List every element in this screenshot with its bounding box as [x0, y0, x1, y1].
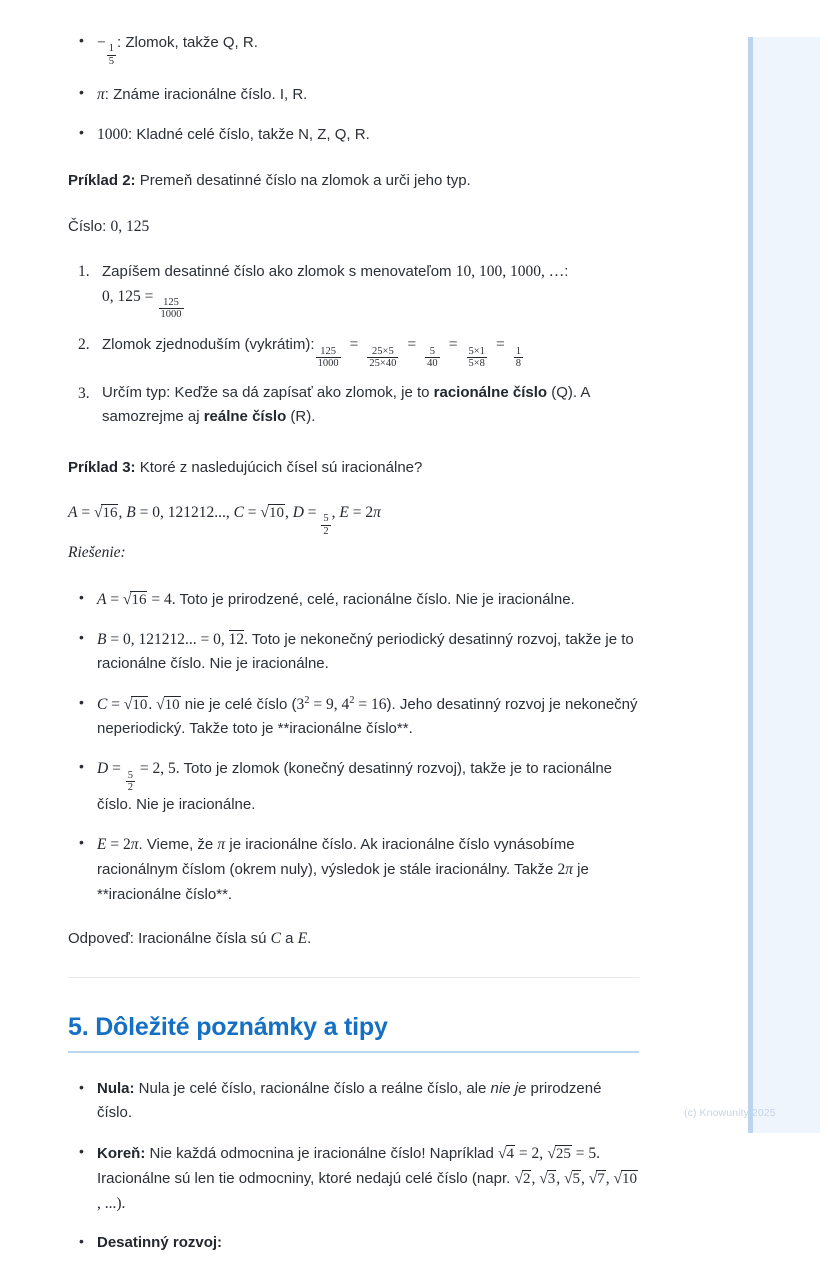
overline-12: 12 [228, 630, 245, 648]
answer-suffix: . [307, 929, 312, 947]
fraction: $\frac{5}{40}$ [427, 345, 438, 369]
list-item: • E = 2π. Vieme, že π je iracionálne číslo. Ak iracionálne číslo vynásobíme racionálnym číslom (okrem nuly), výsledok je stále iracionálny. Takže 2π je **iracionálne číslo**. [68, 832, 640, 907]
list-item: • D = $\frac{5}{2}$ = 2, 5. Toto je zlomok (konečný desatinný rozvoj), takže je to racionálne číslo. Nie je iracionálne. [68, 756, 640, 817]
sqrt-4: √4 [498, 1144, 515, 1162]
step-colon: : [564, 262, 569, 280]
variable-e: E [339, 503, 349, 521]
variable-b: B [97, 630, 107, 648]
fraction: $\frac{5\times 1}{5\times 8}$ [468, 345, 485, 369]
priklad-2-prompt: Premeň desatinné číslo na zlomok a urči jeho typ. [135, 172, 471, 190]
intro-bullet-list [68, 30, 640, 147]
sqrt-10: √10 [156, 695, 180, 713]
step-text: Zapíšem desatinné číslo ako zlomok s menovateľom [102, 262, 456, 280]
priklad-3-label: Príklad 3: [68, 458, 136, 476]
variable-a: A [97, 590, 107, 608]
emphasis-realne: reálne číslo [203, 408, 287, 426]
given-value: 0, 125 [110, 217, 150, 235]
fraction: $\frac{5}{2}$ [323, 513, 329, 537]
list-item [68, 1077, 640, 1126]
priklad-3-heading [68, 456, 640, 479]
term-desatinny-rozvoj: Desatinný rozvoj: [97, 1234, 223, 1252]
math-expression: π [97, 85, 105, 103]
list-item-text: Nie každá odmocnina je iracionálne číslo! Napríklad [145, 1144, 499, 1162]
term-nula: Nula: [97, 1079, 135, 1097]
step-text: Určím typ: Keďže sa dá zapísať ako zlomok, je to [102, 384, 434, 402]
list-item: • B = 0, 121212... = 0, 12. Toto je nekonečný periodický desatinný rozvoj, takže je to racionálne číslo. Nie je iracionálne. [68, 627, 640, 677]
watermark: (c) Knowunity 2025 [684, 1107, 776, 1119]
fraction: $\frac{125}{1000}$ [317, 345, 339, 369]
answer-variable-e: E [297, 929, 308, 947]
list-item-text: ). Jeho desatinný rozvoj je nekonečný neperiodický. Takže toto je **iracionálne číslo**. [97, 695, 638, 737]
fraction: $\frac{1}{8}$ [515, 345, 522, 369]
list-item-text: : Zlomok, takže Q, R. [117, 34, 258, 51]
equals-sign: = [492, 336, 509, 354]
answer-conjunction: a [281, 929, 298, 947]
sqrt-2: √2 [514, 1169, 531, 1187]
sqrt-25: √25 [547, 1144, 571, 1162]
list-item-text: prirodzené číslo. [97, 1079, 602, 1122]
list-item-text: Toto je zlomok (konečný desatinný rozvoj), takže je to racionálne číslo. Nie je iracionálne. [97, 760, 613, 813]
variable-d: D [292, 503, 304, 521]
sqrt-10: √10 [260, 503, 284, 521]
equals-sign: = [345, 336, 363, 354]
fraction: $\frac{25\times 5}{25\times 40}$ [369, 345, 397, 369]
section-5-heading: 5. Dôležité poznámky a tipy [68, 1012, 388, 1041]
list-item-text: Toto je prirodzené, celé, racionálne číslo. Nie je iracionálne. [175, 590, 575, 608]
term-koren: Koreň: [97, 1144, 146, 1162]
sqrt-10: √10 [613, 1169, 638, 1187]
given-label: Číslo: [68, 217, 111, 235]
heading-underline [68, 1051, 639, 1053]
step-equation-lhs: 0, 125 = [102, 287, 154, 305]
scroll-handle[interactable] [748, 37, 753, 1133]
variable-c: C [233, 503, 244, 521]
priklad-3-solution-list [68, 587, 640, 907]
sqrt-7: √7 [588, 1169, 605, 1187]
math-2pi: 2 [557, 861, 566, 879]
list-item-text: : Známe iracionálne číslo. I, R. [104, 85, 308, 103]
list-item [68, 122, 640, 147]
list-item [68, 82, 640, 107]
italic-nie-je: nie je [490, 1079, 527, 1097]
variable-b: B [126, 503, 136, 521]
sqrt-3: √3 [539, 1169, 556, 1187]
list-item: • C = √10. √10 nie je celé číslo ($3^2 = 9$, $4^2 = 16$). Jeho desatinný rozvoj je nekonečný neperiodický. Takže toto je **iracionálne číslo**. [68, 692, 640, 742]
list-item-text: Nula je celé číslo, racionálne číslo a reálne číslo, ale [134, 1079, 491, 1097]
variable-d: D [97, 760, 109, 778]
fraction: $\frac{5}{2}$ [127, 769, 133, 793]
denominator-sequence: 10, 100, 1000, … [455, 262, 565, 280]
variable-c: C [97, 695, 108, 713]
sqrt-10: √10 [123, 695, 148, 713]
priklad-2-heading [68, 169, 640, 192]
list-item: • Koreň: Nie každá odmocnina je iracionálne číslo! Napríklad √4 = 2, √25 = 5. Iracionálne sú len tie odmocniny, ktoré nedajú celé číslo (napr. √2, √3, √5, √7, √10, ...). [68, 1141, 640, 1217]
list-item-text: . Vieme, že [138, 836, 218, 854]
equals-sign: = [403, 336, 420, 354]
math-squares: $3^2 = 9$, $4^2 = 16$ [296, 694, 387, 713]
list-item [68, 259, 640, 321]
pi-symbol: π [217, 836, 226, 854]
step-text: (Q). A samozrejme aj [102, 384, 590, 426]
sqrt-5: √5 [564, 1169, 581, 1187]
list-item-text: : Kladné celé číslo, takže N, Z, Q, R. [128, 125, 370, 143]
priklad-2-label: Príklad 2: [68, 172, 136, 190]
step-text: Zlomok zjednoduším (vykrátim): [102, 336, 315, 354]
list-item [68, 1231, 640, 1255]
priklad-3-prompt: Ktoré z nasledujúcich čísel sú iracionálne? [135, 458, 423, 476]
solution-label: Riešenie: [68, 543, 126, 561]
fraction: $\frac{125}{1000}$ [160, 297, 182, 321]
section-5-bullet-list [68, 1077, 640, 1256]
section-divider [68, 977, 639, 978]
math-expression: − $\frac{1}{5}$ [97, 34, 114, 67]
document-content [68, 30, 640, 1270]
list-item-text: je **iracionálne číslo**. [97, 861, 589, 903]
equals-sign: = [444, 336, 462, 354]
list-item-text: Toto je nekonečný periodický desatinný rozvoj, takže je to racionálne číslo. Nie je iracionálne. [97, 630, 634, 673]
math-expression: 1000 [97, 125, 128, 143]
list-item [68, 30, 640, 67]
priklad-2-steps [68, 259, 640, 430]
priklad-3-answer [68, 927, 640, 951]
list-item [68, 332, 640, 369]
sqrt-16: √16 [93, 503, 118, 521]
sqrt-16: √16 [122, 590, 147, 608]
variable-e: E [97, 836, 107, 854]
answer-variable-c: C [270, 929, 282, 947]
variable-a: A [68, 503, 78, 521]
priklad-2-given [68, 215, 640, 239]
list-item-text: Iracionálne sú len tie odmocniny, ktoré nedajú celé číslo (napr. [97, 1169, 511, 1187]
list-item-text: nie je celé číslo ( [180, 695, 297, 713]
step-text: (R). [286, 408, 316, 426]
list-item: • A = √16 = 4. Toto je prirodzené, celé, racionálne číslo. Nie je iracionálne. [68, 587, 640, 612]
scroll-indicator-strip[interactable] [748, 37, 820, 1133]
emphasis-racionalne: racionálne číslo [433, 384, 548, 402]
answer-prefix: Odpoveď: Iracionálne čísla sú [68, 929, 271, 947]
priklad-3-definitions: A = √16, B = 0, 121212..., C = √10, D = $\frac{5}{2}$ , E = 2π [68, 501, 640, 537]
list-item [68, 381, 640, 430]
list-item-text: je iracionálne číslo. Ak iracionálne číslo vynásobíme racionálnym číslom (okrem nuly), výsledok je stále iracionálny. Takže [97, 836, 575, 879]
